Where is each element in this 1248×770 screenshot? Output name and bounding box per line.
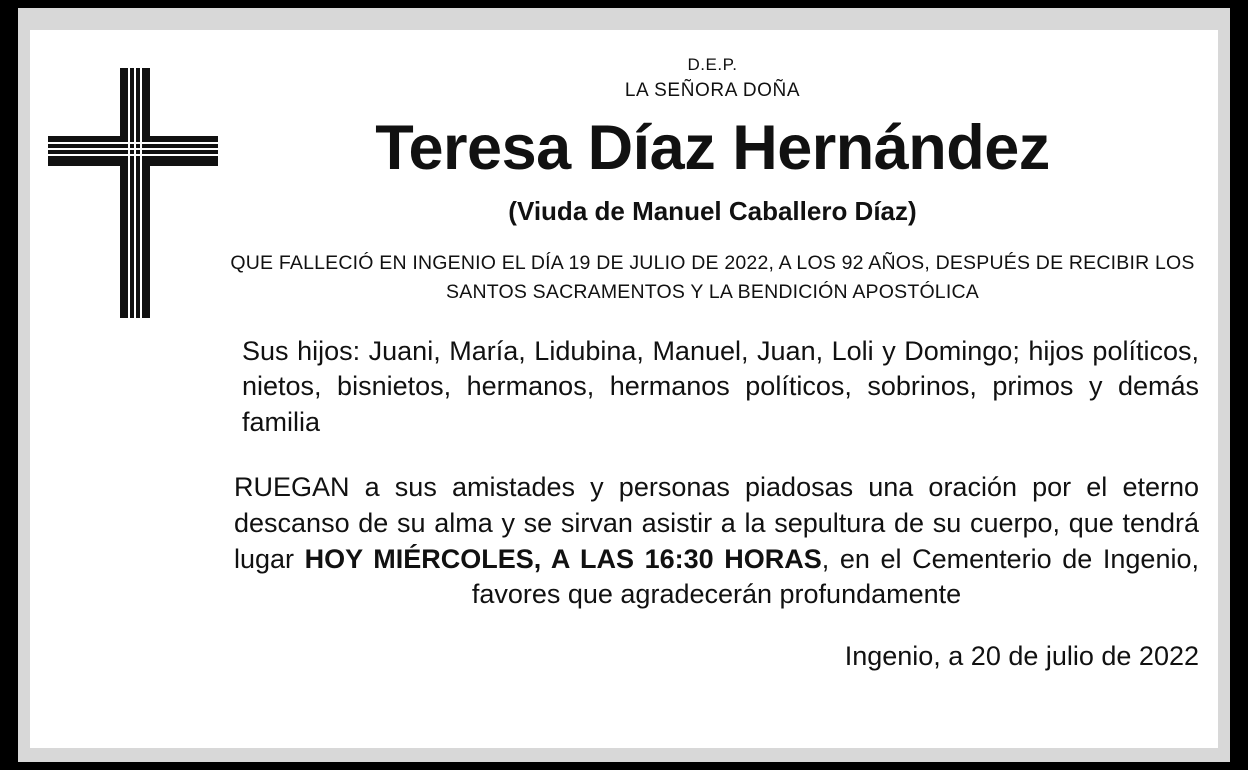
death-info: QUE FALLECIÓ EN INGENIO EL DÍA 19 DE JULIO DE 2022, A LOS 92 AÑOS, DESPUÉS DE RECIBIR LOS SANTOS SACRAMENTOS Y LA BENDICIÓN APOSTÓLICA (230, 252, 1195, 304)
cross-detail-line (48, 154, 218, 156)
family-list: Sus hijos: Juani, María, Lidubina, Manuel, Juan, Loli y Domingo; hijos políticos, nietos, bisnietos, hermanos, hermanos políticos, sobrinos, primos y demás familia (242, 335, 1199, 437)
frame-left-strip (18, 8, 30, 762)
cross-detail-line (48, 142, 218, 144)
cross-detail-line (134, 68, 136, 318)
frame-top-strip (18, 8, 1230, 30)
honorific-label: LA SEÑORA DOÑA (624, 79, 801, 101)
frame-bottom-strip (18, 748, 1230, 762)
funeral-time-highlight: HOY MIÉRCOLES, A LAS 16:30 HORAS (304, 543, 822, 574)
spouse-line: (Viuda de Manuel Caballero Díaz) (508, 196, 917, 227)
cross-horizontal-bar (48, 136, 218, 166)
deceased-name: Teresa Díaz Hernández (375, 112, 1050, 183)
funeral-request (220, 470, 1205, 613)
cross-detail-line (140, 68, 142, 318)
dep-label: D.E.P. (687, 55, 738, 74)
cross-detail-line (128, 68, 130, 318)
request-text-part2: , en el Cementerio de Ingenio, favores que agradecerán profundamente (471, 543, 1199, 610)
obituary-notice (18, 8, 1230, 762)
frame-right-strip (1218, 8, 1230, 762)
cross-detail-line (48, 148, 218, 150)
notice-inner (30, 30, 1218, 748)
notice-content (220, 54, 1205, 672)
cross-icon (48, 68, 218, 318)
request-text-part1: RUEGAN a sus amistades y personas piadosas una oración por el eterno descanso de su alma y se sirvan asistir a la sepultura de su cuerpo, que tendrá lugar (234, 472, 1199, 574)
place-and-date: Ingenio, a 20 de julio de 2022 (844, 640, 1199, 671)
